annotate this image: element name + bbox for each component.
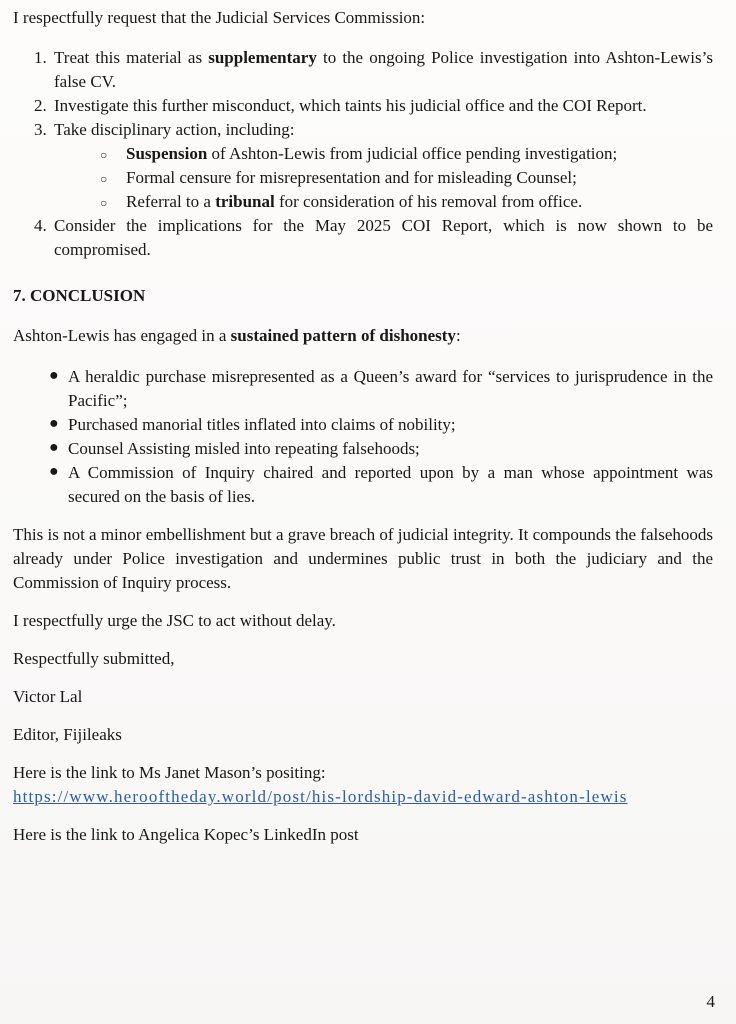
text-run: Consider the implications for the May 2025 COI Report, which is now shown to be compromised. bbox=[54, 216, 713, 259]
list-number: 1. bbox=[34, 48, 47, 67]
bold-text: tribunal bbox=[215, 192, 275, 211]
janet-link-block bbox=[13, 761, 713, 809]
bold-text: sustained pattern of dishonesty bbox=[230, 326, 456, 345]
text-run: to the ongoing Police investigation into Ashton-Lewis’s false CV. bbox=[54, 48, 713, 91]
request-intro bbox=[13, 6, 713, 30]
text-run: : bbox=[455, 326, 461, 345]
circle-bullet-icon: ○ bbox=[100, 196, 108, 210]
sub-list-item bbox=[54, 190, 713, 214]
sub-list-item bbox=[54, 142, 713, 166]
bold-text: Suspension bbox=[126, 144, 208, 163]
bullet-icon: ● bbox=[49, 463, 59, 480]
list-item bbox=[13, 437, 713, 461]
text-run: I respectfully request that the Judicial Services Commission: bbox=[13, 8, 426, 27]
text-run: Here is the link to Ms Janet Mason’s positing: bbox=[13, 763, 326, 782]
text-run: Editor, Fijileaks bbox=[13, 725, 122, 744]
text-run: for consideration of his removal from office. bbox=[274, 192, 583, 211]
list-item bbox=[13, 365, 713, 413]
circle-bullet-icon: ○ bbox=[100, 172, 108, 186]
conclusion-intro bbox=[13, 324, 713, 348]
page-number: 4 bbox=[706, 992, 715, 1011]
text-run: Formal censure for misrepresentation and for misleading Counsel; bbox=[126, 168, 577, 187]
hyperlink-janet-mason-post[interactable]: https://www.herooftheday.world/post/his-lordship-david-edward-ashton-lewis bbox=[13, 787, 628, 806]
text-run: I respectfully urge the JSC to act without delay. bbox=[13, 611, 336, 630]
list-number: 3. bbox=[34, 120, 47, 139]
text-run: This is not a minor embellishment but a grave breach of judicial integrity. It compounds the falsehoods already under Police investigation and undermines public trust in both the judiciary and the Commission of Inquiry process. bbox=[13, 525, 713, 592]
list-number: 4. bbox=[34, 216, 47, 235]
sub-list-item bbox=[54, 166, 713, 190]
text-run: Take disciplinary action, including: bbox=[54, 120, 295, 139]
text-run: of Ashton-Lewis from judicial office pending investigation; bbox=[207, 144, 618, 163]
bold-text: supplementary bbox=[208, 48, 317, 67]
dishonesty-list bbox=[13, 365, 713, 509]
list-item bbox=[13, 461, 713, 509]
integrity-paragraph bbox=[13, 523, 713, 595]
text-run: Here is the link to Angelica Kopec’s LinkedIn post bbox=[13, 825, 359, 844]
bullet-icon: ● bbox=[49, 439, 59, 456]
text-run: Victor Lal bbox=[13, 687, 83, 706]
list-item bbox=[13, 118, 713, 214]
text-run: A heraldic purchase misrepresented as a Queen’s award for “services to jurisprudence in the Pacific”; bbox=[68, 367, 713, 410]
bullet-icon: ● bbox=[49, 415, 59, 432]
text-run: Respectfully submitted, bbox=[13, 649, 175, 668]
signature-title bbox=[13, 723, 713, 747]
list-number: 2. bbox=[34, 96, 47, 115]
list-item bbox=[13, 94, 713, 118]
text-run: A Commission of Inquiry chaired and reported upon by a man whose appointment was secured on the basis of lies. bbox=[68, 463, 713, 506]
conclusion-heading bbox=[13, 284, 713, 308]
text-run: Treat this material as bbox=[54, 48, 209, 67]
text-run: Counsel Assisting misled into repeating falsehoods; bbox=[68, 439, 420, 458]
list-item bbox=[13, 214, 713, 262]
text-run: Referral to a bbox=[126, 192, 216, 211]
closing-line bbox=[13, 647, 713, 671]
request-list bbox=[13, 46, 713, 262]
angelica-link-line bbox=[13, 823, 713, 847]
bullet-icon: ● bbox=[49, 367, 59, 384]
text-run: Investigate this further misconduct, which taints his judicial office and the COI Report. bbox=[54, 96, 647, 115]
list-item bbox=[13, 46, 713, 94]
urge-paragraph bbox=[13, 609, 713, 633]
text-run: Ashton-Lewis has engaged in a bbox=[13, 326, 231, 345]
text-run: 7. CONCLUSION bbox=[13, 286, 146, 305]
signature-name bbox=[13, 685, 713, 709]
list-item bbox=[13, 413, 713, 437]
circle-bullet-icon: ○ bbox=[100, 148, 108, 162]
text-run: Purchased manorial titles inflated into claims of nobility; bbox=[68, 415, 456, 434]
sub-list bbox=[54, 142, 713, 214]
